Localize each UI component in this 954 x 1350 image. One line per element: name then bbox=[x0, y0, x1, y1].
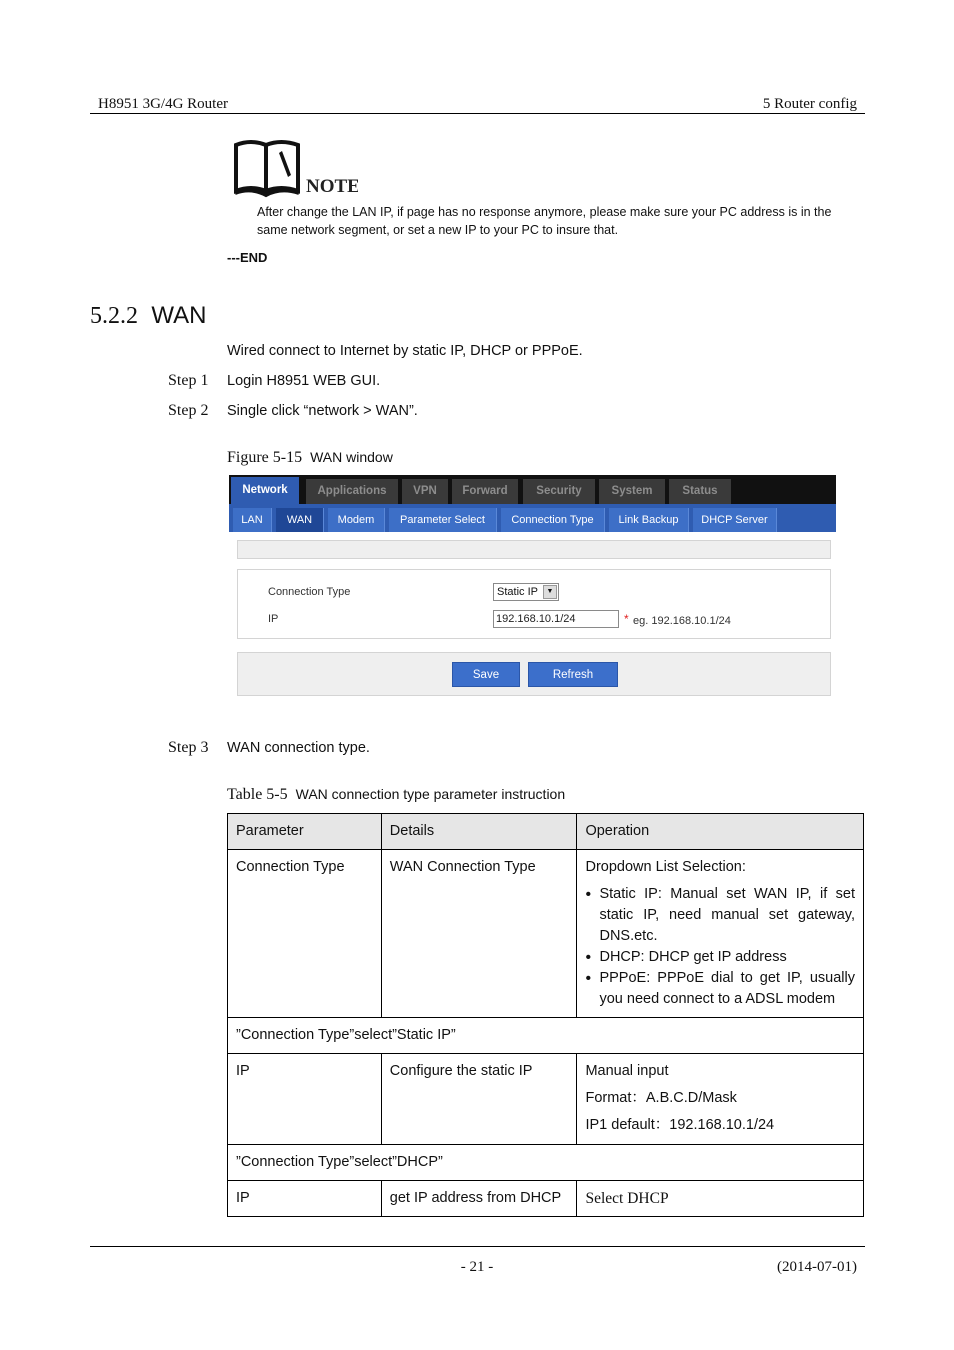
subtab-dhcp-server[interactable]: DHCP Server bbox=[693, 508, 777, 532]
table-number: Table 5-5 bbox=[227, 786, 288, 803]
required-mark: * bbox=[624, 612, 629, 626]
figure-caption bbox=[227, 449, 393, 467]
table-row bbox=[228, 1181, 864, 1217]
table-header-row bbox=[228, 814, 864, 850]
step-3-text: WAN connection type. bbox=[227, 740, 370, 756]
tab-security[interactable]: Security bbox=[523, 479, 595, 504]
tab-network[interactable]: Network bbox=[231, 477, 299, 504]
table-title: WAN connection type parameter instruction bbox=[295, 786, 566, 802]
subtab-wan[interactable]: WAN bbox=[276, 508, 324, 532]
op-line: Format：A.B.C.D/Mask bbox=[585, 1090, 737, 1106]
figure-title: WAN window bbox=[310, 449, 393, 465]
footer-rule bbox=[90, 1246, 865, 1247]
page-number: - 21 - bbox=[460, 1259, 494, 1275]
table-cell: IP bbox=[228, 1054, 382, 1145]
main-tab-bar bbox=[229, 475, 836, 504]
connection-type-select[interactable] bbox=[493, 583, 559, 601]
router-wan-screenshot bbox=[229, 475, 836, 697]
op-title: Dropdown List Selection: bbox=[585, 859, 746, 875]
connection-type-value: Static IP bbox=[497, 586, 538, 598]
tab-forward[interactable]: Forward bbox=[452, 479, 518, 504]
table-cell: IP bbox=[228, 1181, 382, 1217]
sub-tab-bar bbox=[229, 504, 836, 532]
table-row bbox=[228, 1054, 864, 1145]
table-header-cell: Parameter bbox=[228, 814, 382, 850]
subtab-link-backup[interactable]: Link Backup bbox=[609, 508, 689, 532]
subtab-lan[interactable]: LAN bbox=[233, 508, 272, 532]
list-item: • Static IP: Manual set WAN IP, if set static IP, need manual set gateway, DNS.etc. bbox=[585, 884, 855, 947]
refresh-button[interactable]: Refresh bbox=[528, 662, 618, 687]
step-1-text: Login H8951 WEB GUI. bbox=[227, 373, 381, 389]
connection-type-label: Connection Type bbox=[268, 586, 351, 598]
section-title: WAN bbox=[151, 302, 207, 329]
tab-vpn[interactable]: VPN bbox=[402, 479, 448, 504]
ip-label: IP bbox=[268, 613, 279, 625]
figure-number: Figure 5-15 bbox=[227, 449, 303, 466]
header-chapter: 5 Router config bbox=[762, 96, 857, 112]
step-1-label: Step 1 bbox=[168, 372, 209, 389]
step-2-text: Single click “network > WAN”. bbox=[227, 403, 418, 419]
ip-input[interactable] bbox=[493, 610, 619, 628]
dropdown-arrow-icon[interactable]: ▼ bbox=[543, 585, 557, 599]
subtab-modem[interactable]: Modem bbox=[328, 508, 385, 532]
table-cell: Connection Type bbox=[228, 850, 382, 1018]
table-cell: get IP address from DHCP bbox=[381, 1181, 577, 1217]
table-row bbox=[228, 850, 864, 1018]
list-item: • PPPoE: PPPoE dial to get IP, usually you need connect to a ADSL modem bbox=[585, 968, 855, 1010]
table-cell: Configure the static IP bbox=[381, 1054, 577, 1145]
table-header-cell: Details bbox=[381, 814, 577, 850]
op-line: Manual input bbox=[585, 1063, 669, 1079]
step-2-label: Step 2 bbox=[168, 402, 209, 419]
section-intro: Wired connect to Internet by static IP, DHCP or PPPoE. bbox=[227, 343, 583, 359]
table-header-cell: Operation bbox=[577, 814, 864, 850]
table-cell: WAN Connection Type bbox=[381, 850, 577, 1018]
empty-title-bar bbox=[237, 540, 831, 559]
header-doc-title: H8951 3G/4G Router bbox=[98, 96, 228, 112]
wan-form-panel bbox=[237, 569, 831, 639]
table-cell bbox=[577, 1054, 864, 1145]
op-line: IP1 default：192.168.10.1/24 bbox=[585, 1117, 775, 1133]
save-button[interactable]: Save bbox=[452, 662, 520, 687]
note-text: After change the LAN IP, if page has no response anymore, please make sure your PC address is in the same network segment, or set a new IP to your PC to insure that. bbox=[257, 205, 832, 237]
table-cell bbox=[577, 850, 864, 1018]
table-cell: ”Connection Type”select”Static IP” bbox=[228, 1018, 864, 1054]
subtab-parameter-select[interactable]: Parameter Select bbox=[389, 508, 497, 532]
button-panel bbox=[237, 652, 831, 696]
end-mark: ---END bbox=[227, 250, 268, 265]
tab-applications[interactable]: Applications bbox=[306, 479, 398, 504]
step-3-label: Step 3 bbox=[168, 739, 209, 756]
ip-hint: eg. 192.168.10.1/24 bbox=[633, 615, 731, 627]
section-heading bbox=[90, 302, 206, 330]
note-label: NOTE bbox=[306, 176, 358, 197]
subtab-connection-type[interactable]: Connection Type bbox=[501, 508, 605, 532]
tab-system[interactable]: System bbox=[599, 479, 665, 504]
table-cell: Select DHCP bbox=[577, 1181, 864, 1217]
table-caption bbox=[227, 786, 565, 804]
note-book-icon bbox=[233, 137, 358, 199]
table-cell: ”Connection Type”select”DHCP” bbox=[228, 1145, 864, 1181]
list-item: • DHCP: DHCP get IP address bbox=[585, 947, 855, 968]
table-span-row bbox=[228, 1145, 864, 1181]
table-span-row bbox=[228, 1018, 864, 1054]
tab-status[interactable]: Status bbox=[669, 479, 731, 504]
footer-date: (2014-07-01) bbox=[777, 1259, 857, 1275]
header-rule bbox=[90, 113, 865, 114]
wan-parameter-table bbox=[227, 813, 864, 1217]
section-number: 5.2.2 bbox=[90, 303, 138, 329]
